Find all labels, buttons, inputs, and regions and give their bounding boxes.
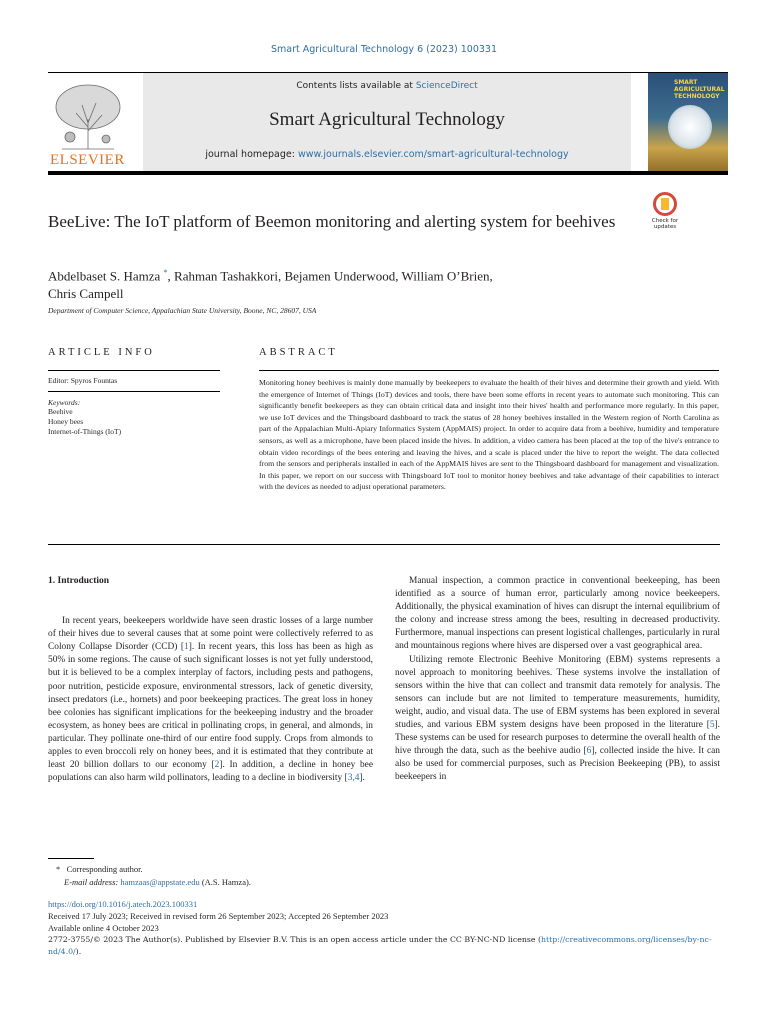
publisher-name: ELSEVIER — [50, 152, 125, 168]
keyword: Honey bees — [48, 417, 84, 426]
paper-title: BeeLive: The IoT platform of Beemon monitoring and alerting system for beehives — [48, 212, 616, 231]
paragraph-text: Utilizing remote Electronic Beehive Monitoring (EBM) systems represents a novel approach to monitoring beehives. These systems involve the installation of sensors within the hive that can collect and transmit data remotely for analysis. The sensors can include but are not limited to temperature measurements, humidity, weight, audio, and visual data. The use of EBM systems has been explored in several studies, and various EBM system designs have been proposed in the literature [ — [395, 654, 720, 731]
journal-homepage-link[interactable]: www.journals.elsevier.com/smart-agricultural-technology — [297, 149, 569, 160]
check-updates-line: Check for — [651, 218, 679, 224]
online-date: Available online 4 October 2023 — [48, 923, 159, 933]
check-for-updates-button[interactable] — [645, 192, 685, 230]
footnote-email — [56, 876, 456, 889]
elsevier-logo[interactable] — [48, 79, 128, 171]
journal-cover-image[interactable] — [648, 73, 728, 173]
citation-link[interactable]: 1 — [184, 642, 189, 653]
paragraph-text: ]. — [359, 773, 365, 784]
author-name: Chris Campell — [48, 286, 124, 302]
citation-link[interactable]: 5 — [709, 720, 715, 731]
email-link[interactable]: hamzaas@appstate.edu — [120, 877, 200, 887]
check-updates-label — [645, 218, 685, 230]
article-info-panel — [48, 370, 220, 437]
contents-line — [143, 73, 631, 91]
cover-graphic — [668, 105, 712, 149]
paragraph-text: ], collected inside the hive. It can also be used for commercial purposes, such as Precision Beekeeping (PB), to assist beekeepers in — [395, 746, 720, 783]
cover-title-line: TECHNOLOGY — [674, 93, 720, 100]
email-suffix: (A.S. Hamza). — [199, 877, 251, 887]
author-names: , Rahman Tashakkori, Bejamen Underwood, William O’Brien, — [167, 268, 493, 284]
body-column-left — [48, 575, 373, 785]
journal-header — [48, 72, 728, 174]
article-info-heading: ARTICLE INFO — [48, 347, 155, 358]
abstract-panel — [259, 370, 719, 493]
license-statement — [48, 934, 720, 958]
license-text: 2772-3755/© 2023 The Author(s). Published by Elsevier B.V. This is an open access article under the CC BY-NC-ND license ( — [48, 935, 541, 944]
abstract-heading: ABSTRACT — [259, 347, 338, 358]
paragraph: Manual inspection, a common practice in conventional beekeeping, has been identified as a source of human error, particularly among novice beekeepers. Additionally, the physical examination of hives can disrupt the internal equilibrium of the colony and increase stress among the bees, resulting in decreased productivity. Furthermore, manual inspections can present logistical challenges, particularly in rural and mountainous regions where hives are dispersed over a vast geographical area. — [395, 576, 720, 652]
cover-title — [674, 79, 725, 100]
contents-prefix: Contents lists available at — [296, 81, 416, 91]
paragraph — [395, 654, 720, 785]
journal-reference[interactable]: Smart Agricultural Technology 6 (2023) 100331 — [270, 44, 498, 55]
cover-title-line: AGRICULTURAL — [674, 86, 725, 93]
journal-masthead — [143, 73, 631, 173]
paragraph-text: ]. In addition, a decline in honey bee populations can also harm wild pollinators, leading to a decline in biodiversity [ — [48, 760, 373, 784]
paragraph-text: In recent years, beekeepers worldwide have seen drastic losses of a large number of their hives due to several causes that at some point were collectively referred to as Colony Collapse Disorder (CCD) [ — [48, 616, 373, 653]
footnote-text: Corresponding author. — [66, 864, 143, 874]
elsevier-tree-icon — [48, 79, 128, 157]
paragraph-text: ]. These systems can be used for research purposes to determine the overall health of the hive through the data, such as the beehive audio [ — [395, 720, 720, 757]
journal-title: Smart Agricultural Technology — [269, 109, 505, 130]
footnote-divider — [48, 858, 94, 859]
front-matter-divider — [48, 544, 720, 545]
email-label: E-mail address: — [64, 877, 121, 887]
cover-title-line: SMART — [674, 79, 698, 86]
footnote — [56, 863, 456, 889]
citation-link[interactable]: 2 — [214, 760, 220, 771]
keyword: Beehive — [48, 407, 73, 416]
sciencedirect-link[interactable]: ScienceDirect — [415, 81, 478, 91]
citation-link[interactable]: 3,4 — [347, 773, 360, 784]
footnote-corresponding — [56, 863, 456, 876]
homepage-prefix: journal homepage: — [205, 149, 298, 160]
homepage-line — [143, 131, 631, 160]
citation-link[interactable]: 6 — [586, 746, 592, 757]
check-updates-line: updates — [653, 224, 677, 230]
paragraph — [48, 615, 373, 785]
history-dates: Received 17 July 2023; Received in revised form 26 September 2023; Accepted 26 September 2023 — [48, 911, 389, 921]
license-text: ). — [75, 947, 82, 956]
publication-metadata — [48, 898, 720, 958]
affiliation: Department of Computer Science, Appalachian State University, Boone, NC, 28607, USA — [48, 306, 317, 315]
author-name[interactable]: Abdelbaset S. Hamza — [48, 268, 161, 284]
footnote-marker: * — [56, 864, 61, 874]
paragraph-text: ]. In recent years, this loss has been as high as 50% in some regions. The cause of such significant losses is not yet fully understood, but it is believed to be a complex interplay of factors, including pests and pathogens, poor nutrition, pesticide exposure, environmental stressors, lack of genetic diversity, insect predators (i.e., hornets) and poor beekeeping practices. The great loss in honey bee colonies has significant implications for the beekeeping industry and the broader ecosystem, as honey bees are critical in pollinating crops, in general, and almonds, in particular. They pollinate one-third of our entire food supply. Crops from almonds to apples to even broccoli rely on honey bees, and it is estimated that they contribute at least 20 billion dollars to our economy [ — [48, 642, 373, 771]
body-column-right — [395, 575, 720, 785]
keywords-label: Keywords: — [48, 398, 81, 407]
editor-line: Editor: Spyros Fountas — [48, 376, 118, 385]
corresponding-author-marker[interactable]: * — [163, 268, 168, 277]
license-link[interactable]: http://creativecommons.org/licenses/by-nc-nd/4.0/ — [48, 935, 712, 956]
section-heading: 1. Introduction — [48, 576, 110, 586]
author-list — [48, 264, 608, 303]
header-divider — [48, 171, 728, 175]
doi-link[interactable]: https://doi.org/10.1016/j.atech.2023.100331 — [48, 899, 198, 909]
abstract-text: Monitoring honey beehives is mainly done manually by beekeepers to evaluate the health of their hives and determine their growth and yield. With the emergence of Internet of Things (IoT) devices and tools, there have been some efforts in recent years to automate such monitoring. This can significantly benefit beekeepers as they can obtain critical data and insight into their hives' health and performance more regularly. In this paper, we use IoT devices and the Thingsboard dashboard to track the status of 28 honey beehives installed in the Western region of North Carolina as part of the Appalachian Multi-Apiary Informatics System (AppMAIS) project. In order to acquire data from a beehive, humidity and temperature sensors, as well as a microphone, have been placed inside the hives. In addition, a video camera has been placed at the top of the hive's entrance to obtain video recordings of the bees entering and leaving the hives, and a scale is placed under the hive to report the weight. The data collected from the sensors and peripherals installed in each of the AppMAIS hives are sent to the Thingsboard dashboard for management and visualization. In this paper, we report on our success with Thingsboard IoT tool to monitor honey beehives and take advantage of their capabilities to interact with the devices as needed to adjust operational parameters. — [259, 378, 719, 492]
keyword: Internet-of-Things (IoT) — [48, 427, 122, 436]
check-updates-icon — [653, 192, 677, 216]
